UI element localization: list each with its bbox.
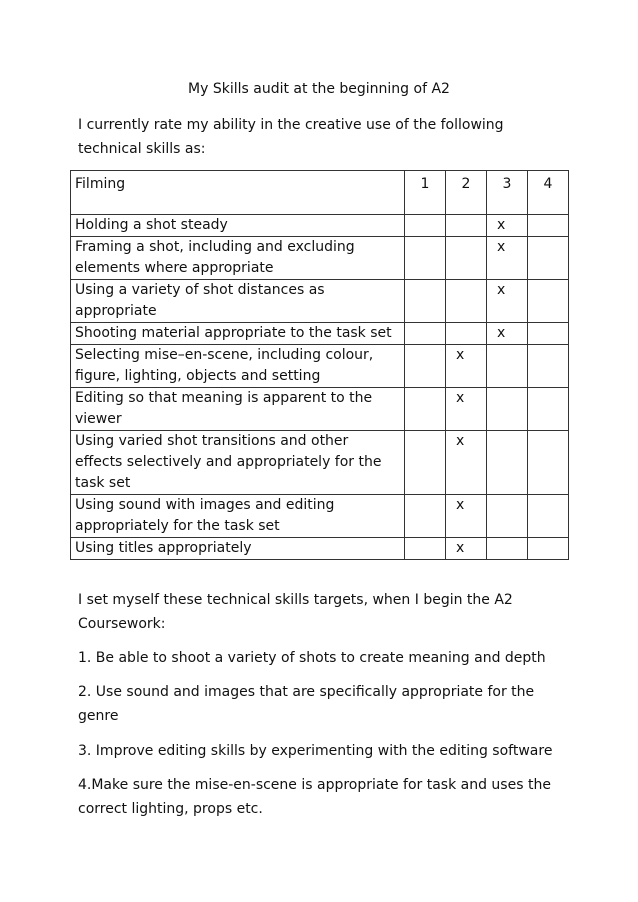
- mark-cell: [528, 345, 569, 388]
- mark-cell: x: [446, 345, 487, 388]
- header-rating-4: 4: [528, 171, 569, 215]
- table-header-row: [71, 171, 569, 215]
- mark-cell: [446, 237, 487, 280]
- header-rating-2: 2: [446, 171, 487, 215]
- mark-cell: [405, 345, 446, 388]
- skill-cell: Using varied shot transitions and other effects selectively and appropriately for the task set: [71, 431, 405, 495]
- mark-cell: [446, 215, 487, 237]
- table-row: [71, 323, 569, 345]
- mark-cell: x: [487, 237, 528, 280]
- target-item: 2. Use sound and images that are specifically appropriate for the genre: [78, 684, 535, 724]
- mark-cell: [405, 215, 446, 237]
- mark-cell: x: [446, 538, 487, 560]
- mark-cell: x: [487, 215, 528, 237]
- mark-cell: [405, 538, 446, 560]
- mark-cell: [405, 237, 446, 280]
- skill-cell: Using titles appropriately: [71, 538, 405, 560]
- skill-cell: Holding a shot steady: [71, 215, 405, 237]
- mark-cell: [528, 280, 569, 323]
- skill-cell: Using sound with images and editing appropriately for the task set: [71, 495, 405, 538]
- mark-cell: [446, 323, 487, 345]
- mark-cell: x: [487, 280, 528, 323]
- target-item: 3. Improve editing skills by experimenting with the editing software: [78, 743, 553, 759]
- header-filming: Filming: [71, 171, 405, 215]
- target-item: 1. Be able to shoot a variety of shots to create meaning and depth: [78, 650, 546, 666]
- mark-cell: [528, 237, 569, 280]
- skill-cell: Editing so that meaning is apparent to the viewer: [71, 388, 405, 431]
- skill-cell: Framing a shot, including and excluding elements where appropriate: [71, 237, 405, 280]
- mark-cell: [405, 280, 446, 323]
- table-row: [71, 388, 569, 431]
- mark-cell: x: [487, 323, 528, 345]
- mark-cell: [487, 538, 528, 560]
- mark-cell: x: [446, 495, 487, 538]
- page-title: My Skills audit at the beginning of A2: [188, 81, 450, 97]
- mark-cell: [405, 495, 446, 538]
- intro-text: I currently rate my ability in the creative use of the following technical skills as:: [78, 117, 504, 157]
- skill-cell: Shooting material appropriate to the task set: [71, 323, 405, 345]
- mark-cell: [405, 431, 446, 495]
- table-row: [71, 431, 569, 495]
- mark-cell: [405, 323, 446, 345]
- target-item: 4.Make sure the mise-en-scene is appropriate for task and uses the correct lighting, props etc.: [78, 777, 551, 817]
- mark-cell: [528, 431, 569, 495]
- mark-cell: [487, 388, 528, 431]
- mark-cell: [487, 345, 528, 388]
- skill-cell: Using a variety of shot distances as appropriate: [71, 280, 405, 323]
- mark-cell: [446, 280, 487, 323]
- mark-cell: [528, 215, 569, 237]
- table-row: [71, 538, 569, 560]
- table-row: [71, 280, 569, 323]
- mark-cell: [528, 388, 569, 431]
- mark-cell: [528, 495, 569, 538]
- mark-cell: [487, 431, 528, 495]
- table-row: [71, 345, 569, 388]
- header-rating-3: 3: [487, 171, 528, 215]
- mark-cell: [528, 538, 569, 560]
- mark-cell: [487, 495, 528, 538]
- header-rating-1: 1: [405, 171, 446, 215]
- mark-cell: x: [446, 431, 487, 495]
- targets-intro-text: I set myself these technical skills targets, when I begin the A2 Coursework:: [78, 592, 513, 632]
- skill-cell: Selecting mise–en-scene, including colour, figure, lighting, objects and setting: [71, 345, 405, 388]
- table-row: [71, 215, 569, 237]
- skills-table: [70, 170, 569, 560]
- mark-cell: x: [446, 388, 487, 431]
- table-row: [71, 237, 569, 280]
- mark-cell: [405, 388, 446, 431]
- mark-cell: [528, 323, 569, 345]
- table-row: [71, 495, 569, 538]
